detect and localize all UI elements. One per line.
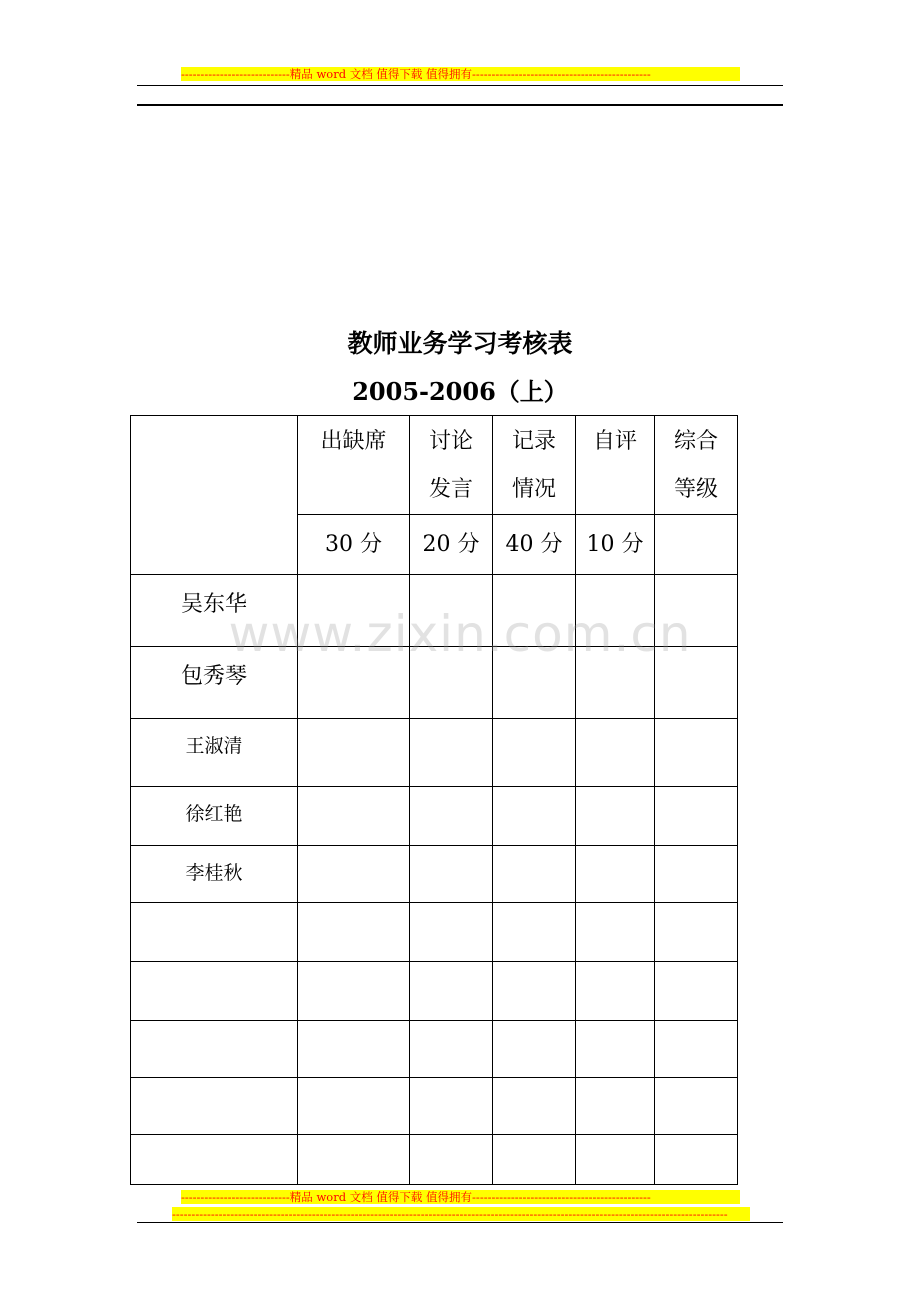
table-cell (298, 1078, 410, 1135)
table-cell (298, 787, 410, 846)
table-row (131, 575, 738, 647)
points-attendance: 30 分 (298, 515, 410, 575)
table-cell (493, 647, 576, 719)
teacher-name: 李桂秋 (131, 846, 298, 903)
table-cell (493, 719, 576, 787)
table-cell (655, 787, 738, 846)
table-cell (410, 719, 493, 787)
table-cell (655, 846, 738, 903)
table-cell (576, 575, 655, 647)
table-cell (298, 575, 410, 647)
table-cell (493, 846, 576, 903)
header-notes: 记录 情况 (493, 416, 576, 515)
corner-cell (131, 416, 298, 575)
header-rule-thick (137, 104, 783, 106)
points-overall (655, 515, 738, 575)
table-cell (576, 846, 655, 903)
table-cell (410, 903, 493, 962)
table-cell (576, 1135, 655, 1185)
table-cell (410, 846, 493, 903)
table-cell (493, 962, 576, 1021)
table-cell (298, 903, 410, 962)
table-cell (655, 719, 738, 787)
footer-rule (137, 1222, 783, 1223)
table-row (131, 647, 738, 719)
teacher-name: 徐红艳 (131, 787, 298, 846)
table-cell (410, 962, 493, 1021)
table-cell (298, 1135, 410, 1185)
table-row (131, 787, 738, 846)
table-row (131, 903, 738, 962)
header-attendance: 出缺席 (298, 416, 410, 515)
header-discussion: 讨论 发言 (410, 416, 493, 515)
table-cell (655, 962, 738, 1021)
teacher-name (131, 1078, 298, 1135)
table-row (131, 719, 738, 787)
document-subtitle: 2005-2006（上） (352, 377, 568, 406)
table-cell (410, 647, 493, 719)
table-cell (576, 1078, 655, 1135)
table-row (131, 962, 738, 1021)
table-cell (410, 1021, 493, 1078)
header-rule-thin (137, 85, 783, 86)
table-cell (410, 575, 493, 647)
table-cell (493, 1021, 576, 1078)
table-cell (410, 787, 493, 846)
table-cell (576, 647, 655, 719)
teacher-name: 王淑清 (131, 719, 298, 787)
teacher-name: 包秀琴 (131, 647, 298, 719)
watermark-text: www.zixin.com.cn (228, 605, 692, 663)
table-cell (298, 846, 410, 903)
table-row (131, 1135, 738, 1185)
table-cell (493, 787, 576, 846)
table-cell (576, 962, 655, 1021)
table-row (131, 1078, 738, 1135)
table-cell (655, 903, 738, 962)
points-self-eval: 10 分 (576, 515, 655, 575)
document-title: 教师业务学习考核表 (347, 329, 573, 358)
table-cell (493, 1135, 576, 1185)
table-cell (298, 719, 410, 787)
table-cell (655, 575, 738, 647)
footer-banner: ----------------------------精品 word 文档 值得下载 值得拥有---------------------------------------------- (181, 1190, 740, 1204)
table-cell (493, 1078, 576, 1135)
table-cell (493, 575, 576, 647)
points-notes: 40 分 (493, 515, 576, 575)
table-cell (655, 647, 738, 719)
table-cell (655, 1078, 738, 1135)
table-row (131, 846, 738, 903)
table-cell (576, 719, 655, 787)
header-overall-grade: 综合 等级 (655, 416, 738, 515)
header-self-eval: 自评 (576, 416, 655, 515)
table-cell (493, 903, 576, 962)
table-cell (298, 962, 410, 1021)
footer-banner-dashes: ----------------------------------------------------------------------------------------------------------------------------------------------- (172, 1207, 750, 1221)
table-row (131, 1021, 738, 1078)
table-cell (410, 1135, 493, 1185)
teacher-name: 吴东华 (131, 575, 298, 647)
teacher-name (131, 1021, 298, 1078)
table-cell (576, 1021, 655, 1078)
teacher-name (131, 1135, 298, 1185)
teacher-name (131, 903, 298, 962)
points-discussion: 20 分 (410, 515, 493, 575)
table-cell (655, 1021, 738, 1078)
table-cell (576, 903, 655, 962)
table-cell (576, 787, 655, 846)
table-cell (298, 1021, 410, 1078)
header-banner: ----------------------------精品 word 文档 值得下载 值得拥有---------------------------------------------- (181, 67, 740, 81)
table-cell (410, 1078, 493, 1135)
table-cell (298, 647, 410, 719)
assessment-table (130, 415, 738, 1185)
table-cell (655, 1135, 738, 1185)
teacher-name (131, 962, 298, 1021)
